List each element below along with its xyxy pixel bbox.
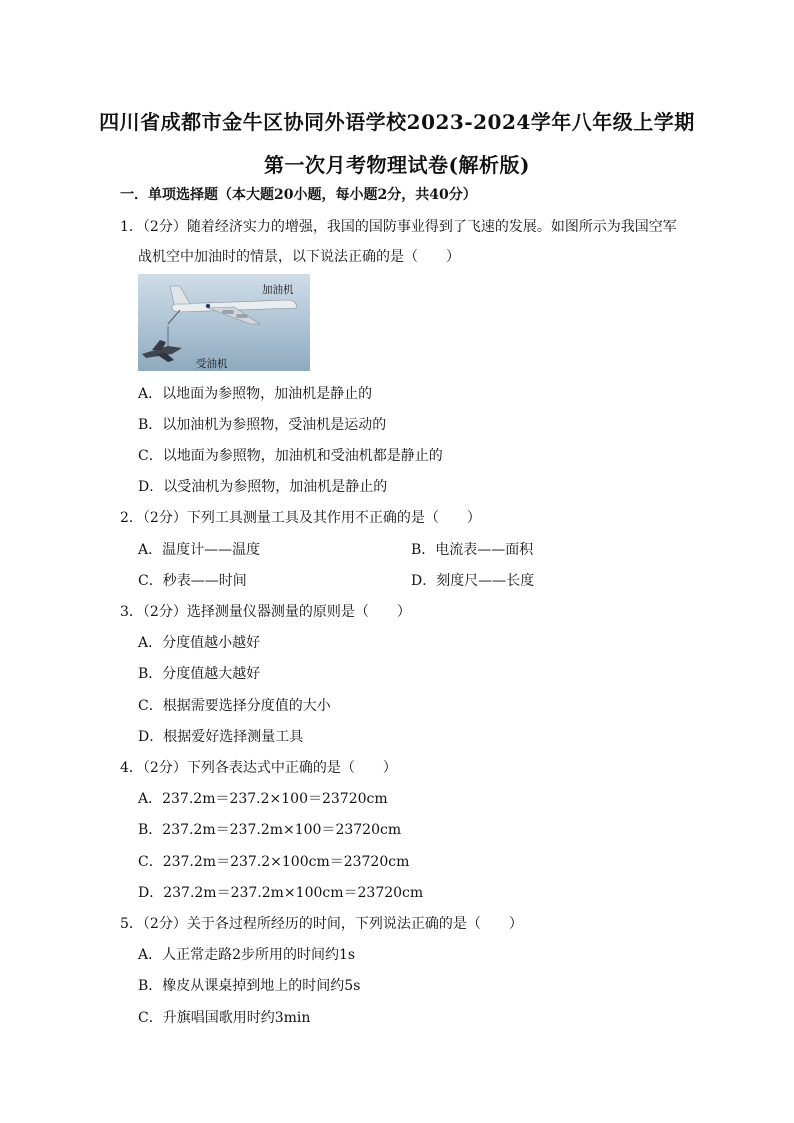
question-1-option-b: B．以加油机为参照物，受油机是运动的: [138, 417, 387, 433]
question-4-option-c: C．237.2m＝237.2×100cm＝23720cm: [138, 854, 410, 870]
question-1-stem: 1．（2分）随着经济实力的增强，我国的国防事业得到了飞速的发展。如图所示为我国空军: [120, 219, 677, 235]
question-2-option-c: C．秒表——时间: [138, 573, 247, 589]
question-4-option-a: A．237.2m＝237.2×100＝23720cm: [138, 791, 388, 807]
question-3-stem: 3．（2分）选择测量仪器测量的原则是（ ）: [120, 604, 411, 620]
question-5-stem: 5．（2分）关于各过程所经历的时间，下列说法正确的是（ ）: [120, 916, 523, 932]
question-1-option-a: A．以地面为参照物，加油机是静止的: [138, 386, 373, 402]
tanker-label: 加油机: [262, 284, 294, 296]
question-3-option-a: A．分度值越小越好: [138, 635, 261, 651]
refueling-image: [138, 274, 310, 371]
question-5-option-b: B．橡皮从课桌掉到地上的时间约5s: [138, 978, 361, 994]
question-4-stem: 4．（2分）下列各表达式中正确的是（ ）: [120, 760, 397, 776]
question-1-option-c: C．以地面为参照物，加油机和受油机都是静止的: [138, 448, 443, 464]
question-3-option-c: C．根据需要选择分度值的大小: [138, 698, 331, 714]
question-2-option-b: B．电流表——面积: [411, 542, 534, 558]
question-2-option-a: A．温度计——温度: [138, 542, 261, 558]
question-5-option-a: A．人正常走路2步所用的时间约1s: [138, 947, 356, 963]
page-title-line-1: 四川省成都市金牛区协同外语学校2023-2024学年八年级上学期: [99, 110, 695, 134]
question-1-option-d: D．以受油机为参照物，加油机是静止的: [138, 479, 388, 495]
question-1-stem-cont: 战机空中加油时的情景，以下说法正确的是（ ）: [138, 249, 460, 265]
question-5-option-c: C．升旗唱国歌用时约3min: [138, 1010, 311, 1026]
question-4-option-d: D．237.2m＝237.2m×100cm＝23720cm: [138, 885, 424, 901]
question-2-option-d: D．刻度尺——长度: [411, 573, 535, 589]
receiver-label: 受油机: [196, 358, 228, 370]
question-3-option-d: D．根据爱好选择测量工具: [138, 729, 304, 745]
question-4-option-b: B．237.2m＝237.2m×100＝23720cm: [138, 822, 402, 838]
question-3-option-b: B．分度值越大越好: [138, 666, 261, 682]
section-heading: 一．单项选择题（本大题20小题，每小题2分，共40分）: [120, 187, 477, 203]
page-title-line-2: 第一次月考物理试卷(解析版): [264, 153, 530, 177]
question-2-stem: 2．（2分）下列工具测量工具及其作用不正确的是（ ）: [120, 510, 481, 526]
